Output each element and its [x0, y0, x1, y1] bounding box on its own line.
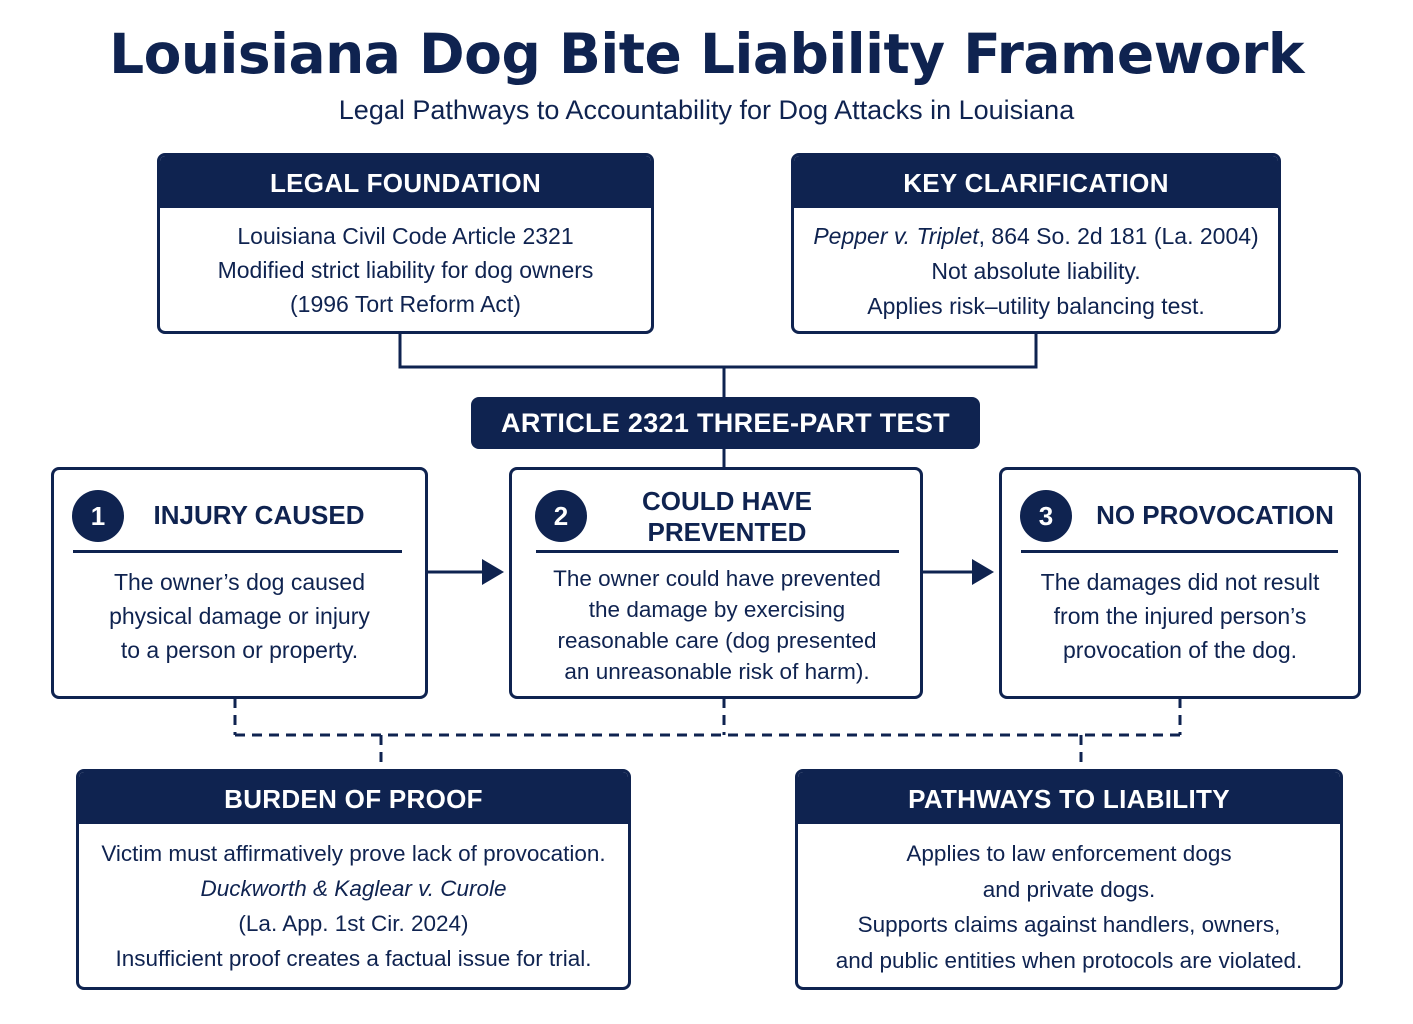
- step-3-title: NO PROVOCATION: [1096, 500, 1334, 530]
- page-subtitle: Legal Pathways to Accountability for Dog Attacks in Louisiana: [338, 95, 1075, 125]
- step-1-line: physical damage or injury: [109, 603, 370, 629]
- step-3-line: from the injured person’s: [1053, 603, 1307, 629]
- step-2-number: 2: [535, 490, 587, 542]
- key-clarification-box: [791, 153, 1281, 334]
- pathways-line: Supports claims against handlers, owners,: [857, 912, 1281, 937]
- pathways-heading: PATHWAYS TO LIABILITY: [798, 772, 1340, 824]
- step-2-line: reasonable care (dog presented: [557, 628, 877, 653]
- step-3-number: 3: [1020, 490, 1072, 542]
- clarification-connector: [724, 333, 1036, 367]
- step-1-description: [59, 565, 420, 667]
- key-clarification-line: Applies risk–utility balancing test.: [867, 293, 1205, 319]
- legal-foundation-line: Modified strict liability for dog owners: [217, 257, 594, 283]
- key-clarification-heading: KEY CLARIFICATION: [794, 156, 1278, 208]
- step-1-number: 1: [72, 490, 124, 542]
- step-3-line: provocation of the dog.: [1063, 637, 1297, 663]
- case-name: Pepper v. Triplet: [813, 223, 979, 249]
- step-3-description: [1006, 565, 1354, 667]
- pathways-line: Applies to law enforcement dogs: [906, 841, 1232, 866]
- foundation-connector: [400, 333, 724, 367]
- step-2-title: [612, 486, 842, 548]
- three-part-test-heading: ARTICLE 2321 THREE-PART TEST: [471, 397, 980, 449]
- burden-line: (La. App. 1st Cir. 2024): [238, 911, 469, 936]
- legal-foundation-heading: LEGAL FOUNDATION: [160, 156, 651, 208]
- burden-of-proof-box: [76, 769, 631, 990]
- step-2-box: [509, 467, 923, 699]
- case-citation: , 864 So. 2d 181 (La. 2004): [978, 223, 1259, 249]
- burden-line: Victim must affirmatively prove lack of provocation.: [101, 841, 606, 866]
- key-clarification-case-line: [794, 219, 1278, 254]
- key-clarification-line: Not absolute liability.: [931, 258, 1141, 284]
- step-1-divider: [73, 550, 402, 553]
- step-3-line: The damages did not result: [1040, 569, 1320, 595]
- step-2-line: an unreasonable risk of harm).: [564, 659, 870, 684]
- pathways-to-liability-box: [795, 769, 1343, 990]
- legal-foundation-line: (1996 Tort Reform Act): [290, 291, 521, 317]
- burden-of-proof-heading: BURDEN OF PROOF: [79, 772, 628, 824]
- step-2-description: [517, 563, 917, 687]
- pathways-line: and public entities when protocols are violated.: [835, 947, 1303, 973]
- legal-foundation-box: [157, 153, 654, 334]
- pathways-line: and private dogs.: [982, 876, 1156, 902]
- legal-foundation-line: Louisiana Civil Code Article 2321: [237, 223, 574, 249]
- step-3-divider: [1021, 550, 1338, 553]
- step-2-title-line: PREVENTED: [647, 517, 807, 547]
- step-1-title: INJURY CAUSED: [153, 500, 365, 530]
- step-3-box: [999, 467, 1361, 699]
- step-2-line: the damage by exercising: [588, 597, 846, 622]
- step-2-line: The owner could have prevented: [553, 566, 881, 591]
- step-1-line: The owner’s dog caused: [113, 569, 366, 595]
- burden-case-name: Duckworth & Kaglear v. Curole: [200, 876, 507, 901]
- arrow-head-2: [972, 559, 994, 585]
- step-2-divider: [536, 550, 899, 553]
- arrow-head-1: [482, 559, 504, 585]
- burden-line: Insufficient proof creates a factual issue for trial.: [115, 946, 592, 971]
- step-2-title-line: COULD HAVE: [642, 486, 812, 516]
- step-1-line: to a person or property.: [120, 637, 359, 663]
- page-title: Louisiana Dog Bite Liability Framework: [109, 22, 1304, 86]
- step-1-box: [51, 467, 428, 699]
